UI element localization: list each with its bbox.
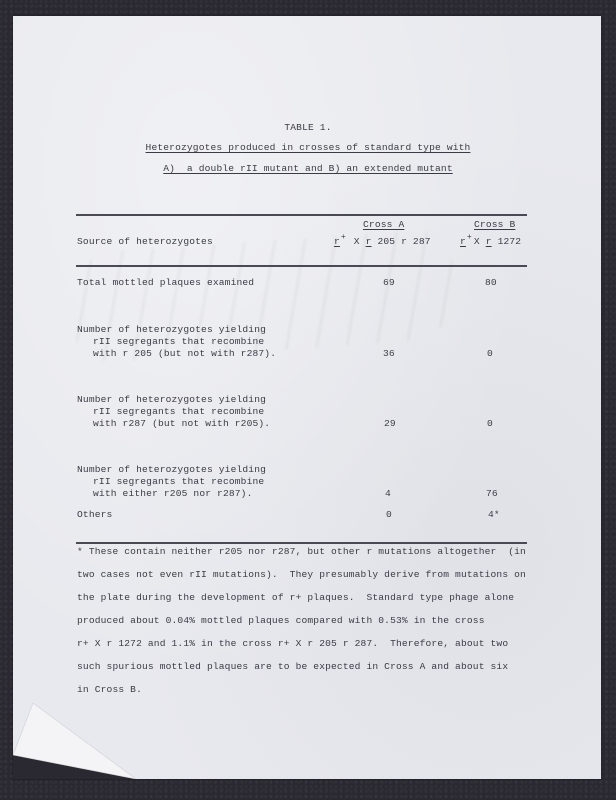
row-label: Others xyxy=(77,509,113,520)
column-title-cross-b: Cross B xyxy=(474,219,516,230)
footnote-line: the plate during the development of r+ plaques. Standard type phage alone xyxy=(77,592,515,603)
column-title-cross-a: Cross A xyxy=(363,219,405,230)
cross-a-value: 29 xyxy=(384,418,396,429)
footnote-line: such spurious mottled plaques are to be expected in Cross A and about six xyxy=(77,661,509,672)
row-label-line: with r 205 (but not with r287). xyxy=(93,348,277,359)
cross-symbol: X xyxy=(353,236,360,247)
row-label-line: rII segregants that recombine xyxy=(93,476,265,487)
header-bottom-rule xyxy=(76,265,527,267)
footnote-line: in Cross B. xyxy=(77,684,142,695)
row-label-line: with r287 (but not with r205). xyxy=(93,418,271,429)
footnote-line: produced about 0.04% mottled plaques compared with 0.53% in the cross xyxy=(77,615,485,626)
cross-b-mutants: 1272 xyxy=(497,236,522,247)
allele-r: r xyxy=(365,236,372,247)
allele-r: r xyxy=(460,236,466,247)
allele-r: r xyxy=(485,236,492,247)
cross-a-mutants: 205 r 287 xyxy=(377,236,431,247)
cross-a-value: 36 xyxy=(383,348,395,359)
cross-b-value: 80 xyxy=(485,277,497,288)
row-label-line: with either r205 nor r287). xyxy=(93,488,253,499)
footnote-line: r+ X r 1272 and 1.1% in the cross r+ X r 205 r 287. Therefore, about two xyxy=(77,638,509,649)
row-label-line: rII segregants that recombine xyxy=(93,336,265,347)
footnote-line: * These contain neither r205 nor r287, but other r mutations altogether (in xyxy=(77,546,526,557)
cross-b-value: 0 xyxy=(487,348,493,359)
table-title-line-1: Heterozygotes produced in crosses of standard type with xyxy=(145,142,471,153)
cross-a-value: 0 xyxy=(386,509,392,520)
row-label: Number of heterozygotes yielding xyxy=(77,394,267,405)
table-top-rule xyxy=(76,214,527,216)
table-bottom-rule xyxy=(76,542,527,544)
cross-b-value: 76 xyxy=(486,488,498,499)
plus-superscript: + xyxy=(466,233,472,242)
row-header-label: Source of heterozygotes xyxy=(77,236,213,247)
table-title-line-2: A) a double rII mutant and B) an extended mutant xyxy=(163,163,453,174)
cross-b-value: 0 xyxy=(487,418,493,429)
cross-a-value: 4 xyxy=(385,488,391,499)
row-label: Number of heterozygotes yielding xyxy=(77,464,267,475)
cross-a-formula xyxy=(334,233,431,247)
cross-b-formula xyxy=(460,233,522,247)
row-label-line: rII segregants that recombine xyxy=(93,406,265,417)
cross-a-value: 69 xyxy=(383,277,395,288)
footnote-line: two cases not even rII mutations). They presumably derive from mutations on xyxy=(77,569,526,580)
plus-superscript: + xyxy=(340,233,346,242)
row-label: Number of heterozygotes yielding xyxy=(77,324,267,335)
table-label: TABLE 1. xyxy=(284,122,332,133)
cross-b-value: 4* xyxy=(488,509,500,520)
folded-corner xyxy=(13,703,136,779)
allele-r: r xyxy=(334,236,340,247)
cross-symbol: X xyxy=(473,236,480,247)
row-label: Total mottled plaques examined xyxy=(77,277,255,288)
